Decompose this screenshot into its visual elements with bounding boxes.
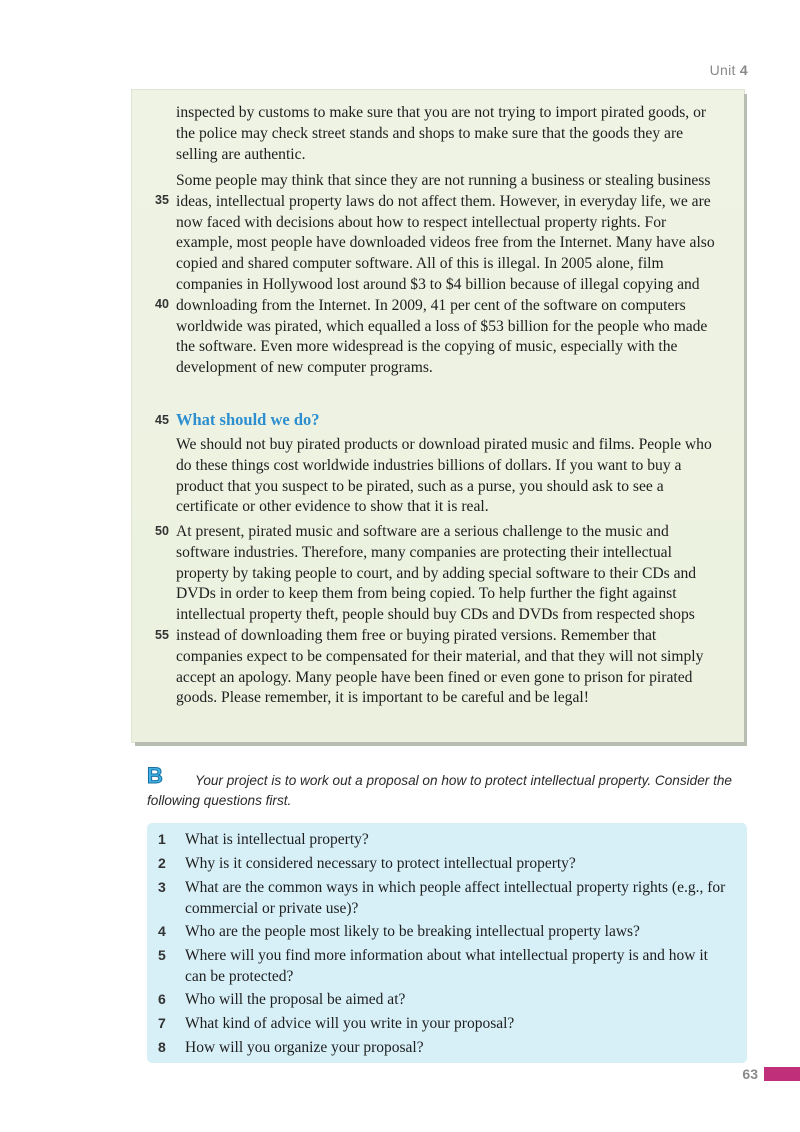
question-text: Who are the people most likely to be breaking intellectual property laws? bbox=[185, 923, 640, 940]
question-text: Why is it considered necessary to protect intellectual property? bbox=[185, 855, 576, 872]
unit-label bbox=[710, 62, 748, 78]
page-number: 63 bbox=[742, 1066, 758, 1082]
question-text: How will you organize your proposal? bbox=[185, 1039, 424, 1056]
question-number: 6 bbox=[158, 991, 166, 1007]
question-number: 2 bbox=[158, 855, 166, 871]
question-text: What are the common ways in which people affect intellectual property rights (e.g., for commercial or private use)? bbox=[185, 879, 726, 917]
line-number-55: 55 bbox=[155, 628, 169, 642]
question-text: What kind of advice will you write in your proposal? bbox=[185, 1015, 515, 1032]
unit-number: 4 bbox=[739, 62, 748, 78]
line-number-40: 40 bbox=[155, 297, 169, 311]
line-number-45: 45 bbox=[155, 413, 169, 427]
question-text: Who will the proposal be aimed at? bbox=[185, 991, 406, 1008]
passage-paragraph-3: We should not buy pirated products or download pirated music and films. People who do these things cost worldwide industries billions of dollars. If you want to buy a product that you suspect to be pirated, such as a purse, you should ask to see a certificate or other evidence to show that it is real. bbox=[176, 436, 712, 516]
passage-paragraph-4: At present, pirated music and software are a serious challenge to the music and software industries. Therefore, many companies are protecting their intellectual property by taking people to court, and by adding special software to their CDs and DVDs in order to keep them from being copied. To help further the fight against intellectual property theft, people should buy CDs and DVDs from respected shops instead of downloading them free or buying pirated versions. Remember that companies expect to be compensated for their material, and that they will not simply accept an apology. Many people have been fined or even gone to prison for pirated goods. Please remember, it is important to be careful and be legal! bbox=[176, 523, 704, 707]
question-text: Where will you find more information about what intellectual property is and how it can be protected? bbox=[185, 947, 708, 985]
line-number-35: 35 bbox=[155, 193, 169, 207]
unit-text: Unit bbox=[709, 62, 736, 78]
passage-paragraph-2: Some people may think that since they are not running a business or stealing business ideas, intellectual property laws do not affect them. However, in everyday life, we are now faced with decisions about how to respect intellectual property rights. For example, most people have downloaded videos free from the Internet. Many have also copied and shared computer software. All of this is illegal. In 2005 alone, film companies in Hollywood lost around $3 to $4 billion because of illegal copying and downloading from the Internet. In 2009, 41 per cent of the software on computers worldwide was pirated, which equalled a loss of $53 billion for the people who made the software. Even more widespread is the copying of music, especially with the development of new computer programs. bbox=[176, 172, 715, 377]
question-text: What is intellectual property? bbox=[185, 831, 369, 848]
line-number-50: 50 bbox=[155, 524, 169, 538]
section-b-letter: B bbox=[147, 763, 163, 788]
question-number: 8 bbox=[158, 1039, 166, 1055]
question-number: 7 bbox=[158, 1015, 166, 1031]
passage-paragraph-1: inspected by customs to make sure that you are not trying to import pirated goods, or the police may check street stands and shops to make sure that the goods they are selling are authentic. bbox=[176, 104, 707, 163]
section-heading: What should we do? bbox=[176, 410, 320, 429]
page-number-accent-bar bbox=[764, 1067, 800, 1081]
question-number: 1 bbox=[158, 831, 166, 847]
question-number: 5 bbox=[158, 947, 166, 963]
section-b-instruction: Your project is to work out a proposal on how to protect intellectual property. Consider the following questions first. bbox=[147, 773, 732, 808]
question-number: 4 bbox=[158, 923, 166, 939]
question-number: 3 bbox=[158, 879, 166, 895]
